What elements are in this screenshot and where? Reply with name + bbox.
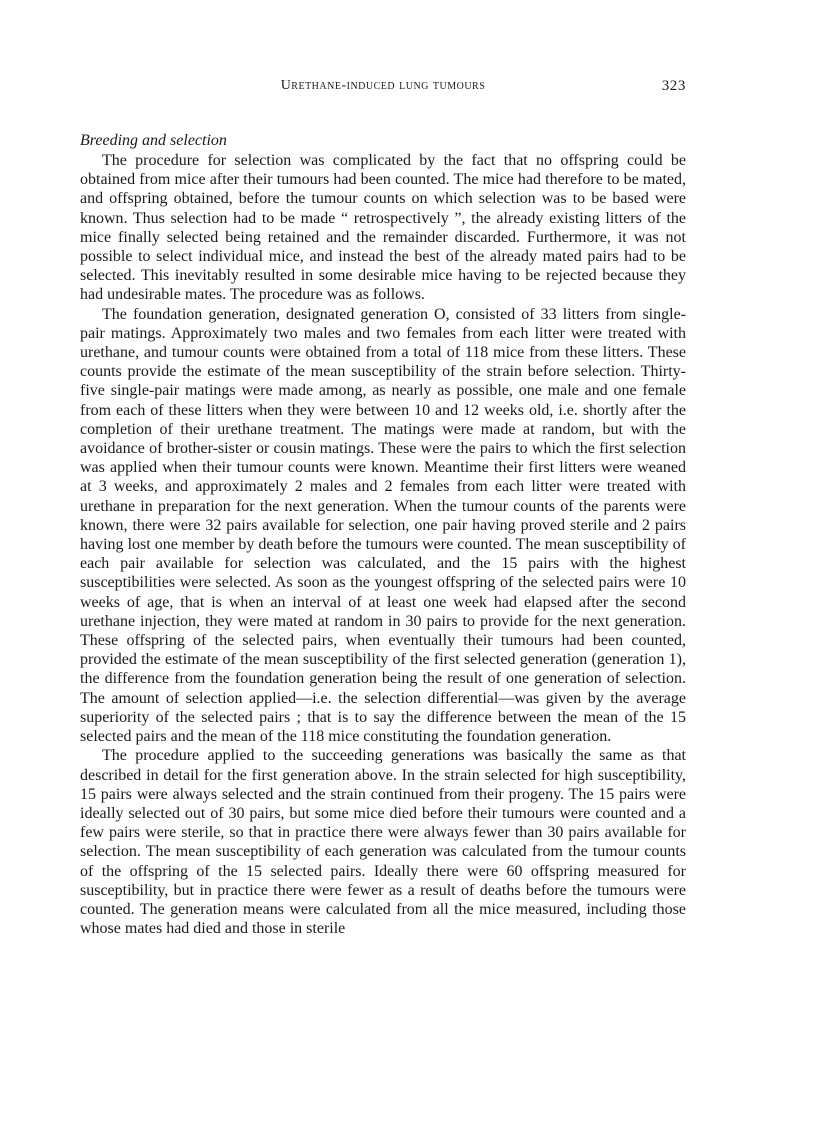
section-heading: Breeding and selection bbox=[80, 132, 227, 149]
running-head bbox=[80, 78, 686, 102]
paragraph: The procedure applied to the succeeding generations was basically the same as that described in detail for the first generation above. In the strain selected for high susceptibility, 15 pairs were always selected and the strain continued from their progeny. The 15 pairs were ideally selected out of 30 pairs, but some mice died before their tumours were counted and a few pairs were sterile, so that in practice there were always fewer than 30 pairs available for selection. The mean susceptibility of each generation was calculated from the tumour counts of the offspring of the 15 selected pairs. Ideally there were 60 offspring measured for susceptibility, but in practice there were fewer as a result of deaths before the tumours were counted. The generation means were calculated from all the mice measured, including those whose mates had died and those in sterile bbox=[80, 747, 686, 938]
page bbox=[80, 78, 686, 938]
paragraph: The procedure for selection was complicated by the fact that no offspring could be obtained from mice after their tumours had been counted. The mice had therefore to be mated, and offspring obtained, before the tumour counts on which selection was to be based were known. Thus selection had to be made “ retrospectively ”, the already existing litters of the mice finally selected being retained and the remainder discarded. Furthermore, it was not possible to select individual mice, and instead the best of the already mated pairs had to be selected. This inevitably resulted in some desirable mice having to be rejected because they had undesirable mates. The procedure was as follows. bbox=[80, 152, 686, 304]
body-text bbox=[80, 151, 686, 938]
page-number: 323 bbox=[661, 78, 686, 94]
paragraph: The foundation generation, designated generation O, consisted of 33 litters from single-pair matings. Approximately two males and two females from each litter were treated with urethane, and tumour counts were obtained from a total of 118 mice from these litters. These counts provide the estimate of the mean susceptibility of the strain before selection. Thirty-five single-pair matings were made among, as nearly as possible, one male and one female from each of these litters when they were between 10 and 12 weeks old, i.e. shortly after the completion of their urethane treatment. The matings were made at random, but with the avoidance of brother-sister or cousin matings. These were the pairs to which the first selection was applied when their tumour counts were known. Meantime their first litters were weaned at 3 weeks, and approximately 2 males and 2 females from each litter were treated with urethane in preparation for the next generation. When the tumour counts of the parents were known, there were 32 pairs available for selection, one pair having proved sterile and 2 pairs having lost one member by death before the tumours were counted. The mean susceptibility of each pair available for selection was calculated, and the 15 pairs with the highest susceptibilities were selected. As soon as the youngest offspring of the selected pairs were 10 weeks of age, that is when an interval of at least one week had elapsed after the second urethane injection, they were mated at random in 30 pairs to provide for the next generation. These offspring of the selected pairs, when eventually their tumours had been counted, provided the estimate of the mean susceptibility of the first selected generation (generation 1), the difference from the foundation generation being the result of one generation of selection. The amount of selection applied—i.e. the selection differential—was given by the average superiority of the selected pairs ; that is to say the difference between the mean of the 15 selected pairs and the mean of the 118 mice constituting the foundation generation. bbox=[80, 305, 686, 746]
running-title: Urethane-induced lung tumours bbox=[280, 78, 486, 93]
